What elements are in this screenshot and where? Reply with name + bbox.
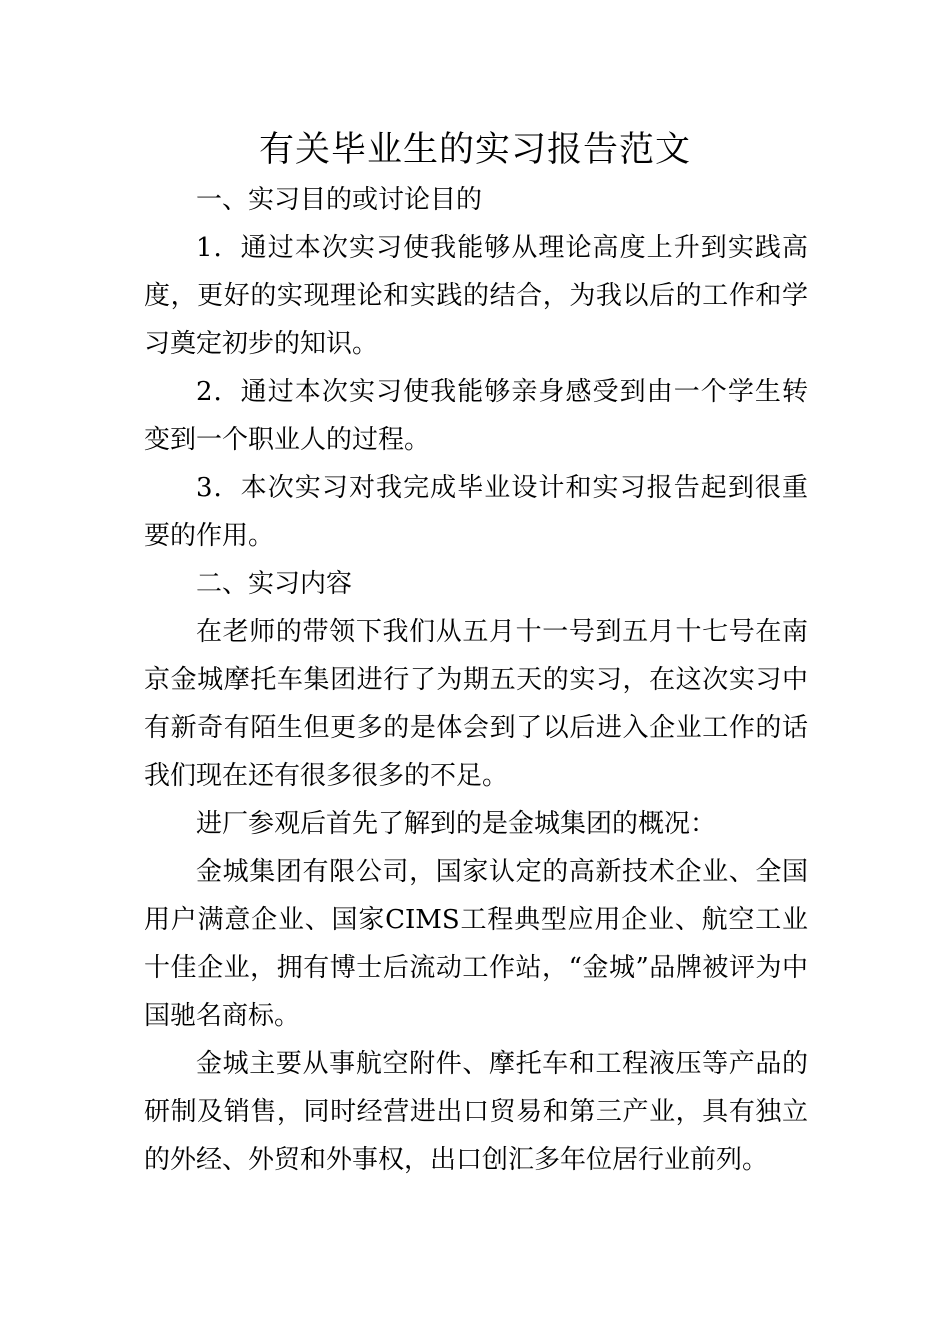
paragraph-purpose-1: 1．通过本次实习使我能够从理论高度上升到实践高度，更好的实现理论和实践的结合，为我以后的工作和学习奠定初步的知识。	[144, 233, 808, 359]
paragraph-purpose-3: 3．本次实习对我完成毕业设计和实习报告起到很重要的作用。	[144, 473, 808, 551]
paragraph-purpose-2: 2．通过本次实习使我能够亲身感受到由一个学生转变到一个职业人的过程。	[144, 377, 808, 455]
paragraph-company-business: 金城主要从事航空附件、摩托车和工程液压等产品的研制及销售，同时经营进出口贸易和第三产业，具有独立的外经、外贸和外事权，出口创汇多年位居行业前列。	[144, 1049, 808, 1175]
paragraph-overview-lead: 进厂参观后首先了解到的是金城集团的概况：	[196, 809, 717, 839]
section-heading-purpose: 一、实习目的或讨论目的	[196, 185, 483, 215]
document-body	[144, 176, 808, 1184]
paragraph-company-profile: 金城集团有限公司，国家认定的高新技术企业、全国用户满意企业、国家CIMS工程典型应用企业、航空工业十佳企业，拥有博士后流动工作站，“金城”品牌被评为中国驰名商标。	[144, 857, 808, 1031]
section-heading-content: 二、实习内容	[196, 569, 353, 599]
paragraph-content-intro: 在老师的带领下我们从五月十一号到五月十七号在南京金城摩托车集团进行了为期五天的实习，在这次实习中有新奇有陌生但更多的是体会到了以后进入企业工作的话我们现在还有很多很多的不足。	[144, 617, 808, 791]
document-title: 有关毕业生的实习报告范文	[258, 130, 691, 170]
